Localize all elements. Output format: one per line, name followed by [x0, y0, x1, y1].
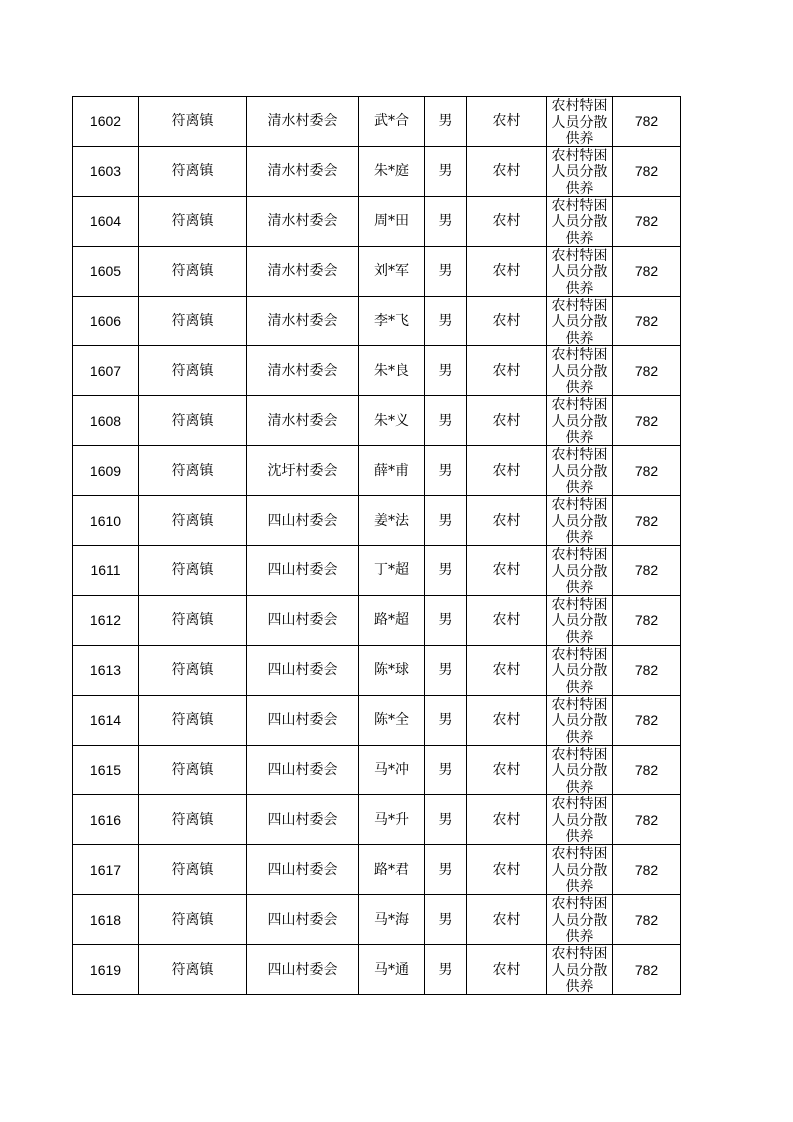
cell-gender: 男 — [425, 196, 467, 246]
cell-village: 四山村委会 — [247, 546, 359, 596]
cell-residence-type: 农村 — [467, 895, 547, 945]
cell-village: 清水村委会 — [247, 196, 359, 246]
support-type-text: 农村特困 人员分散 供养 — [551, 397, 608, 445]
cell-gender: 男 — [425, 645, 467, 695]
beneficiary-table — [72, 96, 681, 995]
cell-amount: 782 — [613, 595, 681, 645]
cell-support-type — [547, 296, 613, 346]
table-row — [73, 97, 681, 147]
cell-residence-type: 农村 — [467, 296, 547, 346]
table-row — [73, 745, 681, 795]
cell-residence-type: 农村 — [467, 945, 547, 995]
cell-serial-number: 1605 — [73, 246, 139, 296]
cell-amount: 782 — [613, 496, 681, 546]
table-row — [73, 795, 681, 845]
cell-person-name: 马*海 — [359, 895, 425, 945]
cell-person-name: 薛*甫 — [359, 446, 425, 496]
cell-town: 符离镇 — [139, 645, 247, 695]
support-type-text: 农村特困 人员分散 供养 — [551, 197, 608, 245]
cell-village: 四山村委会 — [247, 895, 359, 945]
cell-town: 符离镇 — [139, 296, 247, 346]
cell-support-type — [547, 146, 613, 196]
cell-gender: 男 — [425, 595, 467, 645]
cell-village: 清水村委会 — [247, 296, 359, 346]
cell-gender: 男 — [425, 346, 467, 396]
support-type-text: 农村特困 人员分散 供养 — [551, 946, 608, 994]
cell-serial-number: 1614 — [73, 695, 139, 745]
support-type-text: 农村特困 人员分散 供养 — [551, 796, 608, 844]
cell-village: 清水村委会 — [247, 346, 359, 396]
cell-gender: 男 — [425, 396, 467, 446]
cell-person-name: 朱*庭 — [359, 146, 425, 196]
cell-serial-number: 1606 — [73, 296, 139, 346]
table-row — [73, 496, 681, 546]
cell-amount: 782 — [613, 546, 681, 596]
cell-residence-type: 农村 — [467, 146, 547, 196]
cell-town: 符离镇 — [139, 595, 247, 645]
cell-person-name: 陈*球 — [359, 645, 425, 695]
cell-serial-number: 1607 — [73, 346, 139, 396]
table-row — [73, 446, 681, 496]
cell-town: 符离镇 — [139, 845, 247, 895]
cell-amount: 782 — [613, 196, 681, 246]
cell-amount: 782 — [613, 146, 681, 196]
cell-village: 清水村委会 — [247, 97, 359, 147]
table-row — [73, 895, 681, 945]
cell-support-type — [547, 645, 613, 695]
support-type-text: 农村特困 人员分散 供养 — [551, 347, 608, 395]
cell-town: 符离镇 — [139, 496, 247, 546]
cell-village: 清水村委会 — [247, 146, 359, 196]
cell-support-type — [547, 346, 613, 396]
cell-amount: 782 — [613, 446, 681, 496]
support-type-text: 农村特困 人员分散 供养 — [551, 896, 608, 944]
cell-gender: 男 — [425, 97, 467, 147]
cell-serial-number: 1616 — [73, 795, 139, 845]
cell-residence-type: 农村 — [467, 795, 547, 845]
support-type-text: 农村特困 人员分散 供养 — [551, 547, 608, 595]
table-row — [73, 546, 681, 596]
cell-support-type — [547, 546, 613, 596]
cell-gender: 男 — [425, 246, 467, 296]
cell-gender: 男 — [425, 146, 467, 196]
cell-gender: 男 — [425, 296, 467, 346]
cell-residence-type: 农村 — [467, 745, 547, 795]
cell-person-name: 武*合 — [359, 97, 425, 147]
cell-residence-type: 农村 — [467, 196, 547, 246]
cell-amount: 782 — [613, 645, 681, 695]
cell-amount: 782 — [613, 246, 681, 296]
table-row — [73, 595, 681, 645]
table-row — [73, 645, 681, 695]
support-type-text: 农村特困 人员分散 供养 — [551, 846, 608, 894]
cell-town: 符离镇 — [139, 695, 247, 745]
cell-person-name: 周*田 — [359, 196, 425, 246]
cell-gender: 男 — [425, 945, 467, 995]
cell-person-name: 刘*军 — [359, 246, 425, 296]
cell-village: 四山村委会 — [247, 845, 359, 895]
cell-gender: 男 — [425, 496, 467, 546]
table-row — [73, 396, 681, 446]
cell-village: 四山村委会 — [247, 695, 359, 745]
cell-gender: 男 — [425, 795, 467, 845]
cell-person-name: 丁*超 — [359, 546, 425, 596]
cell-serial-number: 1612 — [73, 595, 139, 645]
table-row — [73, 246, 681, 296]
cell-serial-number: 1604 — [73, 196, 139, 246]
cell-serial-number: 1611 — [73, 546, 139, 596]
cell-support-type — [547, 97, 613, 147]
cell-gender: 男 — [425, 745, 467, 795]
support-type-text: 农村特困 人员分散 供养 — [551, 247, 608, 295]
cell-town: 符离镇 — [139, 945, 247, 995]
cell-gender: 男 — [425, 546, 467, 596]
cell-residence-type: 农村 — [467, 845, 547, 895]
cell-person-name: 路*超 — [359, 595, 425, 645]
cell-amount: 782 — [613, 97, 681, 147]
cell-residence-type: 农村 — [467, 346, 547, 396]
cell-person-name: 陈*全 — [359, 695, 425, 745]
cell-town: 符离镇 — [139, 396, 247, 446]
cell-serial-number: 1609 — [73, 446, 139, 496]
cell-amount: 782 — [613, 396, 681, 446]
cell-residence-type: 农村 — [467, 496, 547, 546]
support-type-text: 农村特困 人员分散 供养 — [551, 147, 608, 195]
cell-town: 符离镇 — [139, 895, 247, 945]
cell-person-name: 李*飞 — [359, 296, 425, 346]
cell-village: 四山村委会 — [247, 745, 359, 795]
cell-village: 四山村委会 — [247, 945, 359, 995]
table-row — [73, 845, 681, 895]
cell-support-type — [547, 246, 613, 296]
cell-serial-number: 1613 — [73, 645, 139, 695]
cell-person-name: 朱*义 — [359, 396, 425, 446]
support-type-text: 农村特困 人员分散 供养 — [551, 696, 608, 744]
cell-town: 符离镇 — [139, 446, 247, 496]
cell-village: 清水村委会 — [247, 396, 359, 446]
table-row — [73, 346, 681, 396]
table-row — [73, 196, 681, 246]
support-type-text: 农村特困 人员分散 供养 — [551, 98, 608, 145]
cell-support-type — [547, 945, 613, 995]
cell-person-name: 马*冲 — [359, 745, 425, 795]
cell-residence-type: 农村 — [467, 246, 547, 296]
cell-support-type — [547, 695, 613, 745]
cell-town: 符离镇 — [139, 346, 247, 396]
cell-support-type — [547, 895, 613, 945]
cell-amount: 782 — [613, 895, 681, 945]
cell-village: 清水村委会 — [247, 246, 359, 296]
cell-serial-number: 1619 — [73, 945, 139, 995]
support-type-text: 农村特困 人员分散 供养 — [551, 596, 608, 644]
cell-village: 沈圩村委会 — [247, 446, 359, 496]
table-row — [73, 945, 681, 995]
cell-amount: 782 — [613, 745, 681, 795]
support-type-text: 农村特困 人员分散 供养 — [551, 447, 608, 495]
cell-person-name: 马*升 — [359, 795, 425, 845]
cell-gender: 男 — [425, 895, 467, 945]
cell-support-type — [547, 595, 613, 645]
cell-support-type — [547, 745, 613, 795]
cell-amount: 782 — [613, 695, 681, 745]
cell-residence-type: 农村 — [467, 396, 547, 446]
cell-gender: 男 — [425, 446, 467, 496]
cell-support-type — [547, 196, 613, 246]
table-body — [73, 97, 681, 995]
cell-amount: 782 — [613, 296, 681, 346]
cell-town: 符离镇 — [139, 745, 247, 795]
cell-person-name: 马*通 — [359, 945, 425, 995]
table-row — [73, 146, 681, 196]
cell-support-type — [547, 396, 613, 446]
support-type-text: 农村特困 人员分散 供养 — [551, 297, 608, 345]
cell-serial-number: 1610 — [73, 496, 139, 546]
cell-town: 符离镇 — [139, 196, 247, 246]
cell-serial-number: 1618 — [73, 895, 139, 945]
cell-village: 四山村委会 — [247, 645, 359, 695]
cell-residence-type: 农村 — [467, 695, 547, 745]
cell-residence-type: 农村 — [467, 595, 547, 645]
cell-serial-number: 1617 — [73, 845, 139, 895]
cell-serial-number: 1608 — [73, 396, 139, 446]
cell-town: 符离镇 — [139, 246, 247, 296]
cell-village: 四山村委会 — [247, 795, 359, 845]
cell-village: 四山村委会 — [247, 496, 359, 546]
cell-support-type — [547, 446, 613, 496]
cell-town: 符离镇 — [139, 146, 247, 196]
cell-residence-type: 农村 — [467, 446, 547, 496]
cell-serial-number: 1615 — [73, 745, 139, 795]
cell-gender: 男 — [425, 695, 467, 745]
cell-support-type — [547, 795, 613, 845]
cell-support-type — [547, 845, 613, 895]
cell-amount: 782 — [613, 346, 681, 396]
cell-amount: 782 — [613, 945, 681, 995]
cell-person-name: 朱*良 — [359, 346, 425, 396]
support-type-text: 农村特困 人员分散 供养 — [551, 646, 608, 694]
cell-residence-type: 农村 — [467, 645, 547, 695]
cell-town: 符离镇 — [139, 97, 247, 147]
cell-residence-type: 农村 — [467, 97, 547, 147]
cell-amount: 782 — [613, 795, 681, 845]
cell-serial-number: 1602 — [73, 97, 139, 147]
cell-residence-type: 农村 — [467, 546, 547, 596]
cell-support-type — [547, 496, 613, 546]
cell-village: 四山村委会 — [247, 595, 359, 645]
cell-person-name: 路*君 — [359, 845, 425, 895]
cell-town: 符离镇 — [139, 795, 247, 845]
support-type-text: 农村特困 人员分散 供养 — [551, 746, 608, 794]
cell-person-name: 姜*法 — [359, 496, 425, 546]
cell-amount: 782 — [613, 845, 681, 895]
table-row — [73, 296, 681, 346]
support-type-text: 农村特困 人员分散 供养 — [551, 497, 608, 545]
cell-serial-number: 1603 — [73, 146, 139, 196]
table-row — [73, 695, 681, 745]
cell-gender: 男 — [425, 845, 467, 895]
cell-town: 符离镇 — [139, 546, 247, 596]
